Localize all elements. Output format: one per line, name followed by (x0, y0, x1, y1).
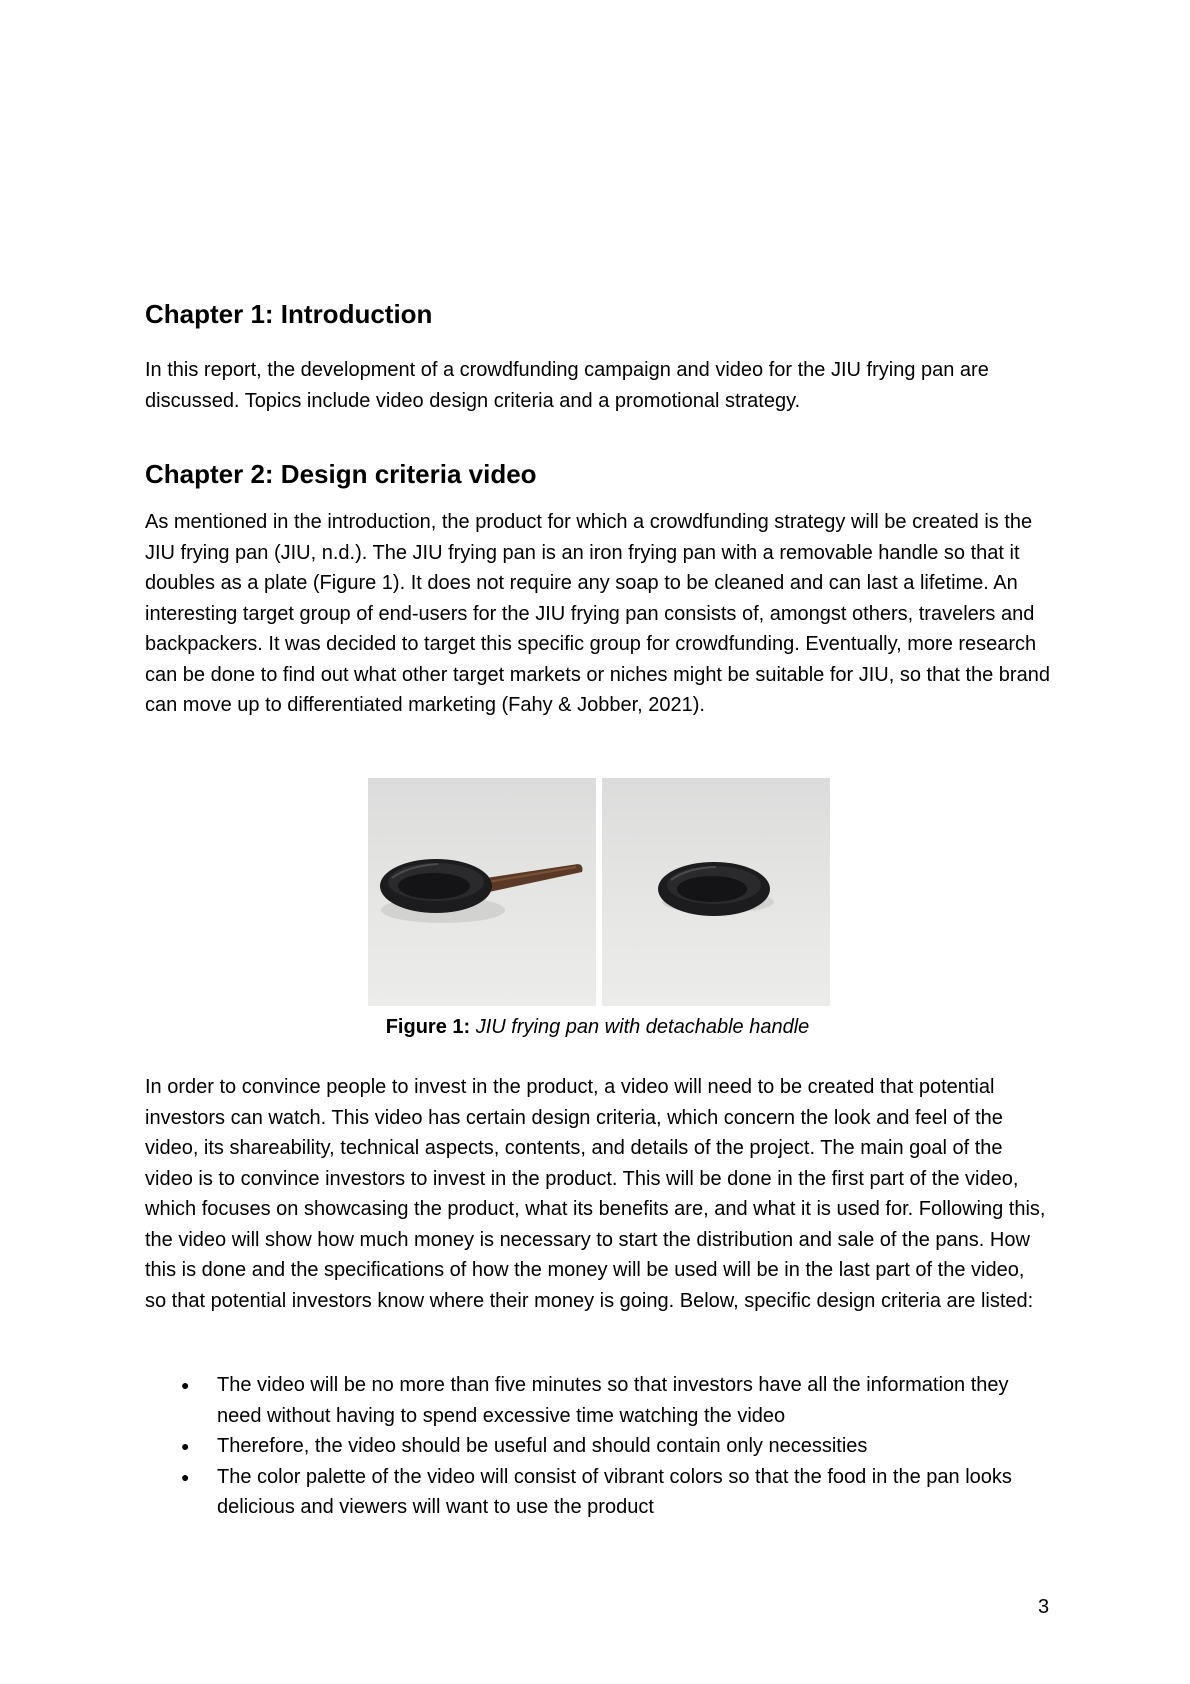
list-item (145, 1462, 1050, 1523)
chapter-2-paragraph-1: As mentioned in the introduction, the product for which a crowdfunding strategy will be created is the JIU frying pan (JIU, n.d.). The JIU frying pan is an iron frying pan with a removable handle so that it doubles as a plate (Figure 1). It does not require any soap to be cleaned and can last a lifetime. An interesting target group of end-users for the JIU frying pan consists of, amongst others, travelers and backpackers. It was decided to target this specific group for crowdfunding. Eventually, more research can be done to find out what other target markets or niches might be suitable for JIU, so that the brand can move up to differentiated marketing (Fahy & Jobber, 2021). (145, 511, 1050, 716)
figure-1 (368, 778, 830, 1006)
figure-label: Figure 1: (385, 1016, 471, 1038)
figure-1-caption (145, 1012, 1050, 1042)
figure-caption-text: JIU frying pan with detachable handle (475, 1016, 810, 1038)
pan-with-handle-photo (368, 778, 596, 1006)
list-item-text: Therefore, the video should be useful and should contain only necessities (217, 1435, 868, 1457)
chapter-1-heading: Chapter 1: Introduction (145, 299, 433, 329)
design-criteria-list (145, 1370, 1050, 1523)
list-item-text: The color palette of the video will consist of vibrant colors so that the food in the pan looks delicious and viewers will want to use the product (217, 1465, 1012, 1518)
list-item-text: The video will be no more than five minutes so that investors have all the information they need without having to spend excessive time watching the video (217, 1374, 1009, 1427)
bullet-icon: ● (181, 1468, 190, 1485)
pan-without-handle-photo (602, 778, 830, 1006)
list-item (145, 1370, 1050, 1431)
list-item (145, 1431, 1050, 1462)
bullet-icon: ● (181, 1377, 190, 1393)
chapter-2-paragraph-2: In order to convince people to invest in the product, a video will need to be created that potential investors can watch. This video has certain design criteria, which concern the look and feel of the video, its shareability, technical aspects, contents, and details of the project. The main goal of the video is to convince investors to invest in the product. This will be done in the first part of the video, which focuses on showcasing the product, what its benefits are, and what it is used for. Following this, the video will show how much money is necessary to start the distribution and sale of the pans. How this is done and the specifications of how the money will be used will be in the last part of the video, so that potential investors know where their money is going. Below, specific design criteria are listed: (145, 1076, 1046, 1312)
bullet-icon: ● (181, 1438, 190, 1454)
chapter-1-paragraph: In this report, the development of a crowdfunding campaign and video for the JIU frying pan are discussed. Topics include video design criteria and a promotional strategy. (145, 359, 989, 412)
page-number: 3 (1038, 1596, 1050, 1618)
chapter-2-heading: Chapter 2: Design criteria video (145, 459, 537, 489)
